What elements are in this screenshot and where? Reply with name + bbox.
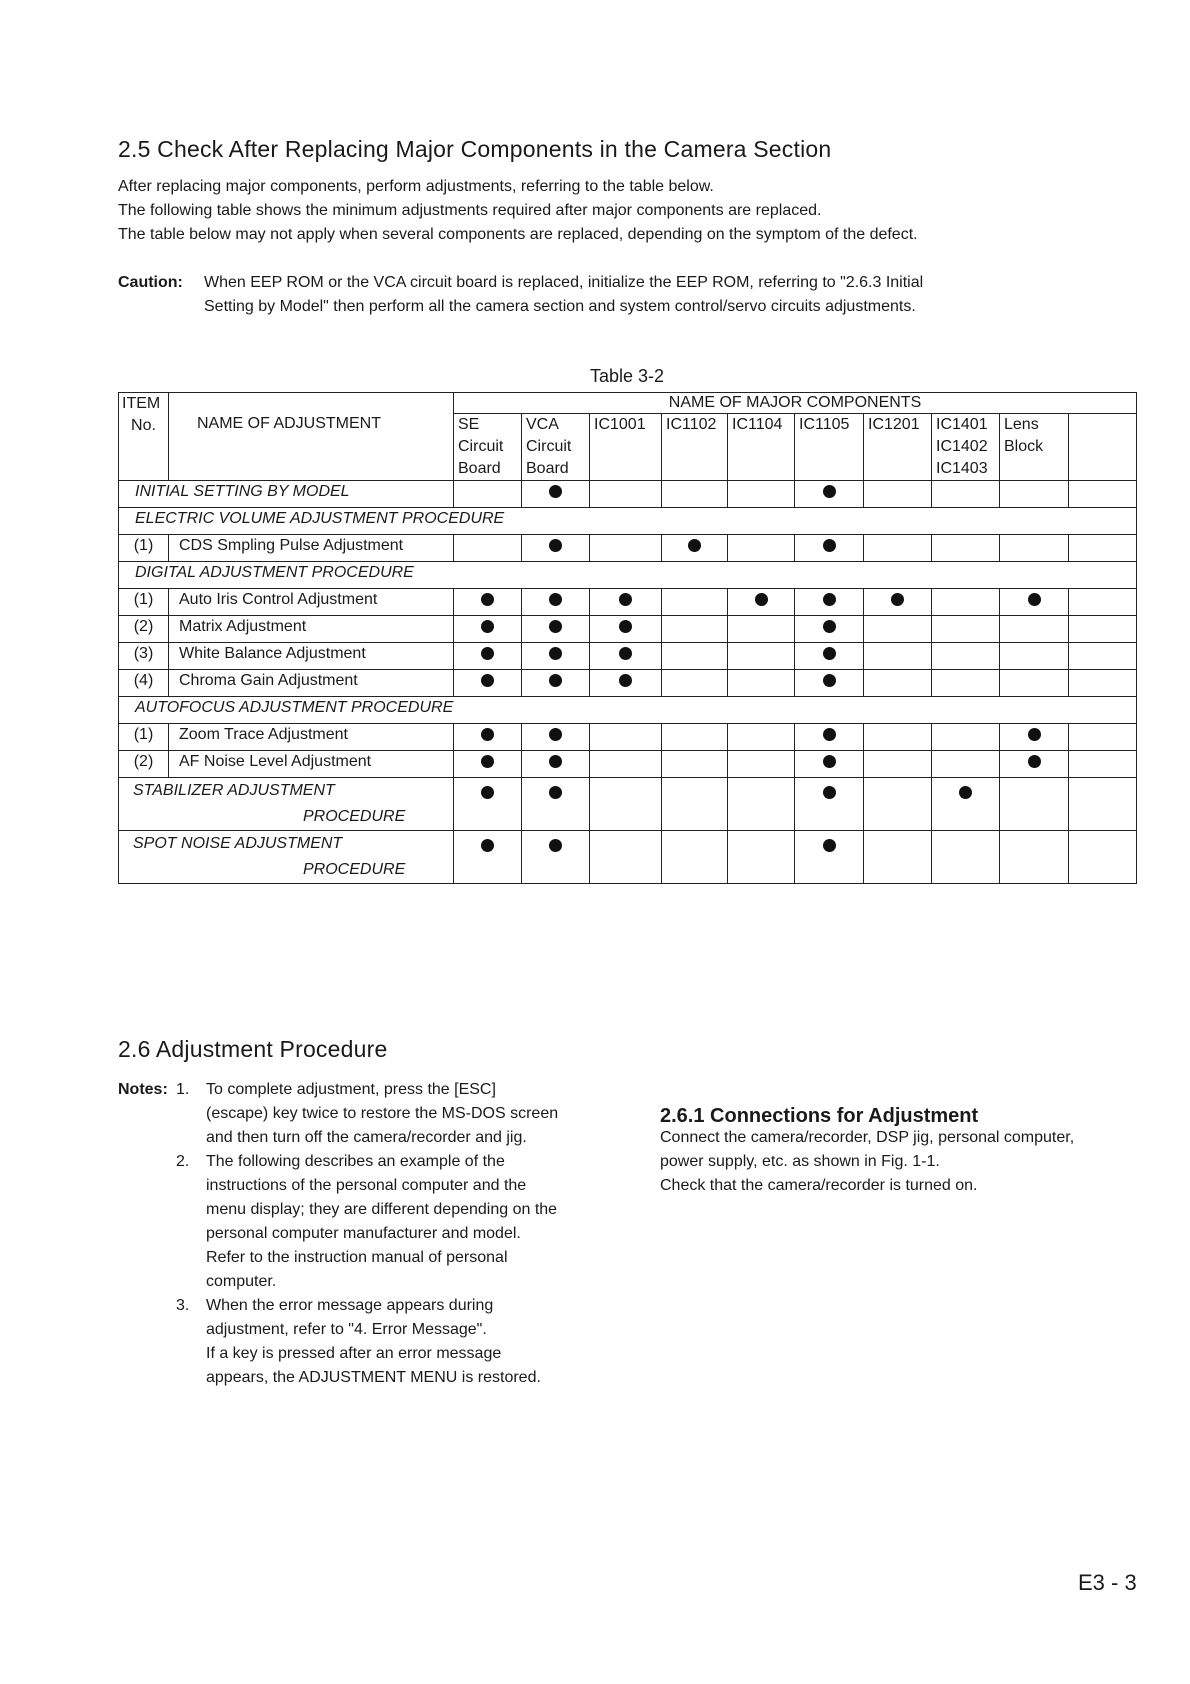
required-mark — [481, 620, 494, 633]
mark-cell — [932, 670, 1000, 697]
item-number: (4) — [119, 670, 169, 697]
item-number: (2) — [119, 751, 169, 778]
required-mark — [823, 674, 836, 687]
mark-cell — [1000, 831, 1069, 884]
mark-cell — [1069, 831, 1137, 884]
component-header-line: IC1403 — [936, 460, 988, 477]
mark-cell — [522, 481, 590, 508]
page-number: E3 - 3 — [1078, 1570, 1137, 1595]
component-header-line: Block — [1004, 438, 1044, 455]
mark-cell — [932, 643, 1000, 670]
mark-cell — [932, 589, 1000, 616]
mark-cell — [522, 616, 590, 643]
caution-line-1: When EEP ROM or the VCA circuit board is replaced, initialize the EEP ROM, referring to "2.6.3 Initial — [204, 274, 924, 291]
mark-cell — [454, 751, 522, 778]
mark-cell — [728, 481, 795, 508]
required-mark — [891, 593, 904, 606]
required-mark — [823, 786, 836, 799]
mark-cell — [864, 589, 932, 616]
mark-cell — [864, 616, 932, 643]
name-of-adjustment-header: NAME OF ADJUSTMENT — [169, 393, 454, 481]
component-header-line: IC1402 — [936, 438, 988, 455]
mark-cell — [522, 670, 590, 697]
note-line: To complete adjustment, press the [ESC] — [206, 1081, 496, 1098]
mark-cell — [662, 643, 728, 670]
table-row — [119, 670, 1137, 697]
component-header-1 — [522, 414, 590, 481]
group-label — [119, 778, 454, 831]
note-line: appears, the ADJUSTMENT MENU is restored. — [206, 1369, 541, 1386]
component-header-6 — [864, 414, 932, 481]
mark-cell — [864, 778, 932, 831]
component-header-line: IC1105 — [799, 416, 850, 433]
mark-cell — [864, 535, 932, 562]
section-label: DIGITAL ADJUSTMENT PROCEDURE — [119, 562, 1137, 589]
mark-cell — [1069, 481, 1137, 508]
mark-cell — [932, 481, 1000, 508]
mark-cell — [662, 724, 728, 751]
component-header-line: SE — [458, 416, 480, 433]
component-header-line — [1073, 414, 1132, 436]
required-mark — [549, 674, 562, 687]
mark-cell — [1069, 778, 1137, 831]
adjustment-name: CDS Smpling Pulse Adjustment — [169, 535, 454, 562]
adjustment-name: Matrix Adjustment — [169, 616, 454, 643]
connections-line-2: power supply, etc. as shown in Fig. 1-1. — [660, 1153, 940, 1170]
table-row — [119, 751, 1137, 778]
component-header-line: Board — [526, 460, 569, 477]
required-mark — [549, 786, 562, 799]
required-mark — [823, 839, 836, 852]
required-mark — [619, 593, 632, 606]
note-item — [176, 1294, 616, 1390]
required-mark — [619, 647, 632, 660]
required-mark — [823, 539, 836, 552]
mark-cell — [590, 751, 662, 778]
component-header-0 — [454, 414, 522, 481]
mark-cell — [454, 643, 522, 670]
component-header-5 — [795, 414, 864, 481]
item-number: (1) — [119, 724, 169, 751]
group-label: INITIAL SETTING BY MODEL — [119, 481, 454, 508]
mark-cell — [1000, 643, 1069, 670]
table-row — [119, 481, 1137, 508]
mark-cell — [1000, 589, 1069, 616]
required-mark — [823, 755, 836, 768]
mark-cell — [728, 670, 795, 697]
required-mark — [481, 593, 494, 606]
mark-cell — [795, 831, 864, 884]
required-mark — [1028, 728, 1041, 741]
component-header-line — [799, 436, 859, 458]
no-header-label: No. — [131, 417, 156, 434]
group-label-line-2: PROCEDURE — [303, 861, 406, 878]
required-mark — [481, 728, 494, 741]
required-mark — [549, 839, 562, 852]
required-mark — [549, 485, 562, 498]
mark-cell — [864, 751, 932, 778]
group-label-line-1: STABILIZER ADJUSTMENT — [133, 782, 335, 799]
required-mark — [549, 539, 562, 552]
mark-cell — [1069, 724, 1137, 751]
required-mark — [481, 786, 494, 799]
required-mark — [481, 755, 494, 768]
table-caption: Table 3-2 — [590, 366, 665, 386]
table-row — [119, 589, 1137, 616]
mark-cell — [1069, 616, 1137, 643]
mark-cell — [662, 831, 728, 884]
mark-cell — [864, 724, 932, 751]
adjustment-name: Zoom Trace Adjustment — [169, 724, 454, 751]
mark-cell — [454, 724, 522, 751]
required-mark — [549, 593, 562, 606]
required-mark — [823, 647, 836, 660]
mark-cell — [590, 643, 662, 670]
mark-cell — [522, 751, 590, 778]
component-header-line — [666, 458, 723, 480]
item-header-label: ITEM — [122, 395, 161, 412]
mark-cell — [1000, 751, 1069, 778]
mark-cell — [864, 481, 932, 508]
component-header-line — [1073, 458, 1132, 480]
mark-cell — [454, 616, 522, 643]
mark-cell — [1000, 535, 1069, 562]
required-mark — [823, 485, 836, 498]
mark-cell — [795, 643, 864, 670]
mark-cell — [454, 481, 522, 508]
group-label — [119, 831, 454, 884]
connections-line-1: Connect the camera/recorder, DSP jig, personal computer, — [660, 1129, 1075, 1146]
required-mark — [549, 647, 562, 660]
required-mark — [549, 728, 562, 741]
required-mark — [823, 593, 836, 606]
mark-cell — [1069, 670, 1137, 697]
table-row — [119, 508, 1137, 535]
mark-cell — [1069, 643, 1137, 670]
adjustment-name: White Balance Adjustment — [169, 643, 454, 670]
mark-cell — [1000, 670, 1069, 697]
note-line: Refer to the instruction manual of personal — [206, 1249, 508, 1266]
mark-cell — [662, 616, 728, 643]
section-2-6-heading: 2.6 Adjustment Procedure — [118, 1036, 388, 1062]
section-2-5-para-3: The table below may not apply when several components are replaced, depending on the symptom of the defect. — [118, 226, 918, 243]
required-mark — [823, 620, 836, 633]
table-row — [119, 831, 1137, 884]
adjustment-name: AF Noise Level Adjustment — [169, 751, 454, 778]
mark-cell — [728, 831, 795, 884]
table-row — [119, 535, 1137, 562]
mark-cell — [662, 481, 728, 508]
section-2-5-para-2: The following table shows the minimum adjustments required after major components are replaced. — [118, 202, 822, 219]
mark-cell — [454, 589, 522, 616]
component-header-line — [594, 436, 657, 458]
note-line: instructions of the personal computer and the — [206, 1177, 527, 1194]
required-mark — [549, 755, 562, 768]
component-header-2 — [590, 414, 662, 481]
component-header-line — [732, 458, 790, 480]
component-header-line: Board — [458, 460, 501, 477]
note-item — [176, 1078, 616, 1150]
mark-cell — [932, 778, 1000, 831]
required-mark — [1028, 755, 1041, 768]
component-header-line: IC1001 — [594, 416, 646, 433]
section-label: AUTOFOCUS ADJUSTMENT PROCEDURE — [119, 697, 1137, 724]
note-number: 3. — [176, 1297, 190, 1314]
component-header-7 — [932, 414, 1000, 481]
mark-cell — [1069, 751, 1137, 778]
component-header-line: VCA — [526, 416, 559, 433]
mark-cell — [728, 751, 795, 778]
mark-cell — [1000, 481, 1069, 508]
table-row — [119, 562, 1137, 589]
mark-cell — [932, 831, 1000, 884]
component-header-4 — [728, 414, 795, 481]
note-line: When the error message appears during — [206, 1297, 494, 1314]
note-line: personal computer manufacturer and model. — [206, 1225, 521, 1242]
adjustment-name: Chroma Gain Adjustment — [169, 670, 454, 697]
notes-label: Notes: — [118, 1081, 168, 1098]
item-number: (2) — [119, 616, 169, 643]
component-header-line: IC1401 — [936, 416, 988, 433]
note-item — [176, 1150, 616, 1294]
mark-cell — [795, 670, 864, 697]
caution-line-2: Setting by Model" then perform all the camera section and system control/servo circuits adjustments. — [204, 298, 916, 315]
mark-cell — [864, 643, 932, 670]
component-header-9 — [1069, 414, 1137, 481]
component-header-line: Circuit — [458, 438, 504, 455]
table-header-row-1 — [119, 393, 1137, 414]
mark-cell — [1069, 535, 1137, 562]
required-mark — [823, 728, 836, 741]
note-line: computer. — [206, 1273, 277, 1290]
table-row — [119, 724, 1137, 751]
mark-cell — [795, 616, 864, 643]
mark-cell — [590, 616, 662, 643]
mark-cell — [728, 778, 795, 831]
note-line: (escape) key twice to restore the MS-DOS screen — [206, 1105, 559, 1122]
table-row — [119, 616, 1137, 643]
mark-cell — [795, 724, 864, 751]
mark-cell — [590, 481, 662, 508]
mark-cell — [728, 589, 795, 616]
section-label: ELECTRIC VOLUME ADJUSTMENT PROCEDURE — [119, 508, 1137, 535]
mark-cell — [1069, 589, 1137, 616]
section-2-5-para-1: After replacing major components, perform adjustments, referring to the table below. — [118, 178, 714, 195]
mark-cell — [795, 778, 864, 831]
mark-cell — [662, 589, 728, 616]
mark-cell — [662, 535, 728, 562]
mark-cell — [1000, 724, 1069, 751]
mark-cell — [1000, 616, 1069, 643]
mark-cell — [932, 616, 1000, 643]
mark-cell — [728, 643, 795, 670]
mark-cell — [795, 535, 864, 562]
connections-line-3: Check that the camera/recorder is turned on. — [660, 1177, 978, 1194]
component-header-line: IC1104 — [732, 416, 783, 433]
item-number: (3) — [119, 643, 169, 670]
caution-label: Caution: — [118, 274, 183, 291]
mark-cell — [728, 724, 795, 751]
note-number: 1. — [176, 1081, 190, 1098]
note-line: and then turn off the camera/recorder and jig. — [206, 1129, 527, 1146]
note-line: The following describes an example of the — [206, 1153, 505, 1170]
component-header-8 — [1000, 414, 1069, 481]
note-line: If a key is pressed after an error message — [206, 1345, 502, 1362]
mark-cell — [728, 616, 795, 643]
mark-cell — [522, 589, 590, 616]
component-header-line — [799, 458, 859, 480]
mark-cell — [728, 535, 795, 562]
mark-cell — [590, 589, 662, 616]
item-number: (1) — [119, 589, 169, 616]
component-header-3 — [662, 414, 728, 481]
component-header-line — [732, 436, 790, 458]
mark-cell — [522, 831, 590, 884]
mark-cell — [590, 670, 662, 697]
table-row — [119, 643, 1137, 670]
required-mark — [959, 786, 972, 799]
mark-cell — [662, 670, 728, 697]
section-2-6-1-heading: 2.6.1 Connections for Adjustment — [660, 1105, 979, 1127]
component-header-line — [1073, 436, 1132, 458]
mark-cell — [522, 778, 590, 831]
mark-cell — [662, 778, 728, 831]
mark-cell — [662, 751, 728, 778]
mark-cell — [454, 670, 522, 697]
component-header-line: Circuit — [526, 438, 572, 455]
major-components-header: NAME OF MAJOR COMPONENTS — [454, 393, 1137, 414]
mark-cell — [864, 831, 932, 884]
mark-cell — [522, 535, 590, 562]
notes-list — [176, 1078, 616, 1390]
required-mark — [688, 539, 701, 552]
adjustment-name: Auto Iris Control Adjustment — [169, 589, 454, 616]
group-label-line-2: PROCEDURE — [303, 808, 406, 825]
mark-cell — [590, 724, 662, 751]
component-header-line: IC1201 — [868, 416, 920, 433]
item-number: (1) — [119, 535, 169, 562]
mark-cell — [522, 643, 590, 670]
table-row — [119, 778, 1137, 831]
component-header-line: IC1102 — [666, 416, 717, 433]
component-header-line — [1004, 458, 1064, 480]
table-row — [119, 697, 1137, 724]
required-mark — [481, 647, 494, 660]
required-mark — [619, 620, 632, 633]
mark-cell — [795, 751, 864, 778]
mark-cell — [590, 535, 662, 562]
section-2-5-heading: 2.5 Check After Replacing Major Components in the Camera Section — [118, 136, 832, 162]
adjustment-table — [118, 392, 1137, 884]
required-mark — [481, 839, 494, 852]
note-line: adjustment, refer to "4. Error Message". — [206, 1321, 487, 1338]
mark-cell — [590, 778, 662, 831]
required-mark — [1028, 593, 1041, 606]
component-header-line — [666, 436, 723, 458]
mark-cell — [932, 724, 1000, 751]
component-header-line: Lens — [1004, 416, 1039, 433]
required-mark — [481, 674, 494, 687]
mark-cell — [932, 751, 1000, 778]
mark-cell — [454, 778, 522, 831]
mark-cell — [795, 589, 864, 616]
mark-cell — [522, 724, 590, 751]
mark-cell — [454, 831, 522, 884]
mark-cell — [795, 481, 864, 508]
mark-cell — [590, 831, 662, 884]
required-mark — [619, 674, 632, 687]
component-header-line — [594, 458, 657, 480]
note-line: menu display; they are different depending on the — [206, 1201, 558, 1218]
required-mark — [755, 593, 768, 606]
mark-cell — [454, 535, 522, 562]
required-mark — [549, 620, 562, 633]
mark-cell — [932, 535, 1000, 562]
component-header-line — [868, 436, 927, 458]
note-number: 2. — [176, 1153, 190, 1170]
mark-cell — [1000, 778, 1069, 831]
component-header-line — [868, 458, 927, 480]
mark-cell — [864, 670, 932, 697]
group-label-line-1: SPOT NOISE ADJUSTMENT — [133, 835, 343, 852]
item-no-header — [119, 393, 169, 481]
